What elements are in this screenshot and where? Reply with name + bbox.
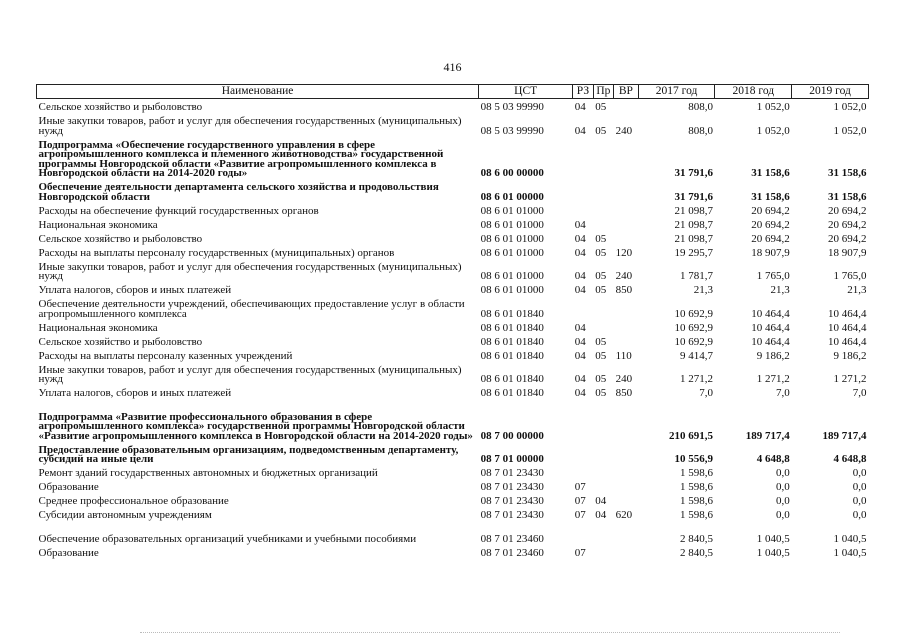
cell-cst: 08 6 01 01000 bbox=[480, 270, 544, 282]
cell-2019: 20 694,2 bbox=[828, 204, 867, 217]
cell-2018: 10 464,4 bbox=[751, 335, 790, 348]
cell-pr: 05 bbox=[595, 387, 607, 399]
cell-pr: 05 bbox=[595, 124, 607, 137]
cell-2017: 21 098,7 bbox=[674, 232, 713, 245]
table-row bbox=[37, 136, 869, 179]
cell-pr bbox=[593, 441, 613, 465]
cell-2018: 1 052,0 bbox=[756, 101, 790, 113]
cell-2019: 18 907,9 bbox=[828, 246, 867, 259]
cell-2019: 1 040,5 bbox=[833, 546, 867, 559]
cell-name: Подпрограмма «Развитие профессионального образования в сфере агропромышленного комплекса» государственной программы Новгородской области «Развитие агропромышленного комплекса в Новгородской области на 2014-2020 годы» bbox=[38, 410, 473, 442]
cell-pr bbox=[593, 296, 613, 320]
cell-pr: 05 bbox=[595, 335, 607, 348]
cell-2019: 10 464,4 bbox=[828, 321, 867, 334]
page-number: 416 bbox=[443, 60, 462, 74]
cell-vr bbox=[614, 493, 639, 507]
table-row bbox=[37, 230, 869, 244]
cell-name: Национальная экономика bbox=[38, 218, 158, 231]
cell-pr bbox=[593, 479, 613, 493]
cell-vr bbox=[614, 230, 639, 244]
table-row bbox=[37, 99, 869, 113]
cell-vr bbox=[614, 441, 639, 465]
cell-pr bbox=[593, 521, 613, 545]
cell-rz: 04 bbox=[574, 101, 586, 113]
cell-rz: 07 bbox=[574, 495, 586, 507]
cell-rz bbox=[573, 399, 593, 442]
cell-vr bbox=[614, 479, 639, 493]
cell-pr bbox=[593, 179, 613, 203]
table-row bbox=[37, 521, 869, 545]
cell-cst: 08 7 01 00000 bbox=[480, 453, 544, 465]
cell-vr bbox=[614, 179, 639, 203]
cell-vr bbox=[614, 296, 639, 320]
cell-name: Сельское хозяйство и рыболовство bbox=[38, 101, 203, 113]
cell-vr bbox=[614, 333, 639, 347]
cell-vr bbox=[614, 202, 639, 216]
cell-rz: 07 bbox=[574, 546, 586, 559]
cell-vr: 620 bbox=[615, 509, 633, 521]
cell-vr bbox=[614, 465, 639, 479]
cell-pr bbox=[593, 544, 613, 558]
cell-pr bbox=[593, 399, 613, 442]
cell-vr: 110 bbox=[615, 349, 632, 362]
cell-pr: 04 bbox=[595, 509, 607, 521]
cell-2019: 0,0 bbox=[852, 481, 867, 493]
cell-vr: 240 bbox=[615, 270, 633, 282]
cell-name: Обеспечение образовательных организаций учебниками и учебными пособиями bbox=[38, 532, 417, 545]
cell-cst: 08 6 01 01840 bbox=[480, 387, 544, 399]
cell-2017: 808,0 bbox=[688, 124, 713, 137]
cell-name: Обеспечение деятельности департамента сельского хозяйства и продовольствия Новгородской области bbox=[38, 181, 439, 203]
cell-pr: 05 bbox=[595, 101, 607, 113]
cell-2019: 20 694,2 bbox=[828, 218, 867, 231]
cell-2019: 0,0 bbox=[852, 509, 867, 521]
cell-name: Иные закупки товаров, работ и услуг для обеспечения государственных (муниципальных) нужд bbox=[38, 115, 462, 137]
table-row bbox=[37, 385, 869, 399]
cell-2019: 1 052,0 bbox=[833, 124, 867, 137]
cell-2019: 31 158,6 bbox=[828, 167, 867, 179]
cell-rz: 04 bbox=[574, 232, 586, 245]
cell-vr bbox=[614, 99, 639, 113]
cell-2019: 1 765,0 bbox=[833, 270, 867, 282]
cell-2017: 31 791,6 bbox=[674, 167, 713, 179]
cell-2018: 1 040,5 bbox=[756, 546, 790, 559]
cell-name: Сельское хозяйство и рыболовство bbox=[38, 335, 203, 348]
cell-rz bbox=[573, 465, 593, 479]
cell-pr: 05 bbox=[595, 232, 607, 245]
cell-2017: 1 271,2 bbox=[679, 373, 713, 385]
table-header bbox=[37, 85, 869, 99]
cell-2018: 1 271,2 bbox=[756, 373, 790, 385]
cell-2018: 0,0 bbox=[775, 481, 790, 493]
cell-2018: 10 464,4 bbox=[751, 307, 790, 320]
cell-2017: 1 598,6 bbox=[679, 481, 713, 493]
col-header-2017: 2017 год bbox=[638, 85, 715, 99]
cell-cst: 08 5 03 99990 bbox=[480, 101, 544, 113]
cell-name: Предоставление образовательным организациям, подведомственным департаменту, субсидий на иные цели bbox=[38, 443, 459, 465]
cell-2019: 0,0 bbox=[852, 495, 867, 507]
cell-cst: 08 6 01 01840 bbox=[480, 307, 544, 320]
cell-rz: 04 bbox=[574, 321, 586, 334]
cell-2018: 20 694,2 bbox=[751, 218, 790, 231]
cell-2019: 31 158,6 bbox=[828, 190, 867, 203]
cell-pr: 05 bbox=[595, 270, 607, 282]
table-row bbox=[37, 507, 869, 521]
cell-cst: 08 7 01 23460 bbox=[480, 546, 544, 559]
cell-cst: 08 7 01 23430 bbox=[480, 509, 544, 521]
cell-2018: 0,0 bbox=[775, 495, 790, 507]
cell-2017: 1 598,6 bbox=[679, 509, 713, 521]
cell-2017: 9 414,7 bbox=[679, 349, 713, 362]
cell-2019: 9 186,2 bbox=[833, 349, 867, 362]
cell-vr bbox=[614, 544, 639, 558]
table-row bbox=[37, 441, 869, 465]
cell-name: Среднее профессиональное образование bbox=[38, 495, 229, 507]
cell-2017: 10 692,9 bbox=[674, 335, 713, 348]
cell-name: Иные закупки товаров, работ и услуг для обеспечения государственных (муниципальных) нужд bbox=[38, 363, 462, 385]
table-row bbox=[37, 479, 869, 493]
cell-2019: 10 464,4 bbox=[828, 307, 867, 320]
col-header-vr: ВР bbox=[614, 85, 639, 99]
cell-2018: 10 464,4 bbox=[751, 321, 790, 334]
col-header-2018: 2018 год bbox=[715, 85, 792, 99]
table-row bbox=[37, 347, 869, 361]
cell-pr bbox=[593, 202, 613, 216]
cell-vr: 850 bbox=[615, 387, 633, 399]
cell-name: Уплата налогов, сборов и иных платежей bbox=[38, 284, 232, 296]
cell-2019: 0,0 bbox=[852, 467, 867, 479]
cell-2018: 1 765,0 bbox=[756, 270, 790, 282]
cell-2019: 20 694,2 bbox=[828, 232, 867, 245]
table-row bbox=[37, 258, 869, 282]
cell-vr bbox=[614, 521, 639, 545]
cell-rz: 04 bbox=[574, 335, 586, 348]
cell-2018: 1 052,0 bbox=[756, 124, 790, 137]
cell-name: Образование bbox=[38, 481, 99, 493]
cell-2018: 4 648,8 bbox=[756, 453, 790, 465]
cell-rz bbox=[573, 441, 593, 465]
cell-name: Уплата налогов, сборов и иных платежей bbox=[38, 387, 232, 399]
cell-2017: 7,0 bbox=[699, 387, 713, 399]
cell-pr: 05 bbox=[595, 349, 607, 362]
cell-pr bbox=[593, 319, 613, 333]
table-row bbox=[37, 282, 869, 296]
cell-rz: 07 bbox=[574, 481, 586, 493]
cell-cst: 08 7 00 00000 bbox=[480, 429, 544, 442]
cell-2018: 18 907,9 bbox=[751, 246, 790, 259]
cell-rz: 04 bbox=[574, 349, 586, 362]
cell-cst: 08 5 03 99990 bbox=[480, 124, 544, 137]
cell-cst: 08 6 01 01840 bbox=[480, 373, 544, 385]
cell-name: Сельское хозяйство и рыболовство bbox=[38, 232, 203, 245]
cell-name: Иные закупки товаров, работ и услуг для обеспечения государственных (муниципальных) нужд bbox=[38, 260, 462, 282]
cell-cst: 08 6 01 01840 bbox=[480, 349, 544, 362]
col-header-rz: РЗ bbox=[573, 85, 593, 99]
cell-vr: 240 bbox=[615, 124, 633, 137]
cell-vr bbox=[614, 319, 639, 333]
cell-2017: 1 598,6 bbox=[679, 495, 713, 507]
cell-name: Расходы на обеспечение функций государственных органов bbox=[38, 204, 319, 217]
cell-cst: 08 7 01 23460 bbox=[480, 532, 544, 545]
cell-pr: 05 bbox=[595, 373, 607, 385]
cell-2018: 0,0 bbox=[775, 467, 790, 479]
cell-vr: 240 bbox=[615, 373, 633, 385]
cell-cst: 08 6 01 01000 bbox=[480, 218, 544, 231]
cell-pr: 05 bbox=[595, 246, 607, 259]
cell-2017: 1 598,6 bbox=[679, 467, 713, 479]
cell-name: Обеспечение деятельности учреждений, обеспечивающих предоставление услуг в области агропромышленного комплекса bbox=[38, 298, 465, 320]
cell-cst: 08 6 01 01000 bbox=[480, 204, 544, 217]
cell-2017: 808,0 bbox=[688, 101, 713, 113]
cell-cst: 08 6 00 00000 bbox=[480, 167, 544, 179]
cell-vr bbox=[614, 216, 639, 230]
cell-pr: 04 bbox=[595, 495, 607, 507]
cell-name: Образование bbox=[38, 546, 99, 559]
cell-name: Подпрограмма «Обеспечение государственного управления в сфере агропромышленного комплекса и племенного животноводства» государственной программы Новгородской области «Развитие агропромышленного комплекса в Новгородской области на 2014-2020 годы» bbox=[38, 138, 444, 179]
cell-cst: 08 6 01 01000 bbox=[480, 284, 544, 296]
cell-2018: 0,0 bbox=[775, 509, 790, 521]
cell-2017: 21 098,7 bbox=[674, 218, 713, 231]
cell-rz bbox=[573, 296, 593, 320]
table-row bbox=[37, 202, 869, 216]
cell-2017: 10 556,9 bbox=[674, 453, 713, 465]
table-row bbox=[37, 296, 869, 320]
table-row bbox=[37, 493, 869, 507]
cell-2018: 31 158,6 bbox=[751, 190, 790, 203]
cell-rz: 04 bbox=[574, 373, 586, 385]
cell-2019: 21,3 bbox=[847, 284, 867, 296]
cell-cst: 08 6 01 00000 bbox=[480, 190, 544, 203]
cell-rz: 07 bbox=[574, 509, 586, 521]
table-row bbox=[37, 333, 869, 347]
table-row bbox=[37, 399, 869, 442]
cell-cst: 08 7 01 23430 bbox=[480, 495, 544, 507]
cell-cst: 08 6 01 01000 bbox=[480, 246, 544, 259]
budget-table bbox=[36, 84, 869, 558]
cell-rz bbox=[573, 179, 593, 203]
cell-2017: 10 692,9 bbox=[674, 321, 713, 334]
cell-2019: 4 648,8 bbox=[833, 453, 867, 465]
cell-cst: 08 6 01 01000 bbox=[480, 232, 544, 245]
table-row bbox=[37, 216, 869, 230]
cell-2017: 21 098,7 bbox=[674, 204, 713, 217]
cell-2017: 10 692,9 bbox=[674, 307, 713, 320]
col-header-name: Наименование bbox=[37, 85, 479, 99]
cell-name: Субсидии автономным учреждениям bbox=[38, 509, 212, 521]
cell-vr: 850 bbox=[615, 284, 633, 296]
cell-pr bbox=[593, 465, 613, 479]
cell-rz bbox=[573, 521, 593, 545]
cell-2019: 7,0 bbox=[852, 387, 867, 399]
table-body bbox=[37, 99, 869, 559]
cell-rz bbox=[573, 202, 593, 216]
cell-2018: 189 717,4 bbox=[745, 429, 790, 442]
cell-2019: 1 040,5 bbox=[833, 532, 867, 545]
cell-2017: 210 691,5 bbox=[668, 429, 713, 442]
cell-2018: 31 158,6 bbox=[751, 167, 790, 179]
cell-2019: 10 464,4 bbox=[828, 335, 867, 348]
cell-name: Ремонт зданий государственных автономных и бюджетных организаций bbox=[38, 467, 378, 479]
cell-2017: 31 791,6 bbox=[674, 190, 713, 203]
cell-vr: 120 bbox=[615, 246, 633, 259]
scan-artifact-line bbox=[140, 632, 840, 635]
cell-name: Национальная экономика bbox=[38, 321, 158, 334]
cell-name: Расходы на выплаты персоналу казенных учреждений bbox=[38, 349, 293, 362]
cell-2019: 189 717,4 bbox=[822, 429, 867, 442]
cell-rz: 04 bbox=[574, 284, 586, 296]
cell-2018: 7,0 bbox=[775, 387, 790, 399]
cell-2019: 1 271,2 bbox=[833, 373, 867, 385]
col-header-pr: Пр bbox=[593, 85, 613, 99]
cell-pr bbox=[593, 136, 613, 179]
cell-vr bbox=[614, 136, 639, 179]
cell-2018: 20 694,2 bbox=[751, 232, 790, 245]
col-header-2019: 2019 год bbox=[792, 85, 869, 99]
cell-rz: 04 bbox=[574, 387, 586, 399]
cell-cst: 08 7 01 23430 bbox=[480, 467, 544, 479]
table-row bbox=[37, 179, 869, 203]
cell-rz: 04 bbox=[574, 124, 586, 137]
table-row bbox=[37, 319, 869, 333]
cell-2018: 21,3 bbox=[770, 284, 790, 296]
cell-2017: 2 840,5 bbox=[679, 546, 713, 559]
table-row bbox=[37, 544, 869, 558]
cell-pr bbox=[593, 216, 613, 230]
table-row bbox=[37, 113, 869, 137]
cell-cst: 08 6 01 01840 bbox=[480, 335, 544, 348]
cell-pr: 05 bbox=[595, 284, 607, 296]
cell-2017: 19 295,7 bbox=[674, 246, 713, 259]
cell-rz: 04 bbox=[574, 218, 586, 231]
cell-2018: 9 186,2 bbox=[756, 349, 790, 362]
cell-vr bbox=[614, 399, 639, 442]
cell-2019: 1 052,0 bbox=[833, 101, 867, 113]
cell-2017: 21,3 bbox=[693, 284, 713, 296]
cell-2017: 2 840,5 bbox=[679, 532, 713, 545]
col-header-cst: ЦСТ bbox=[479, 85, 573, 99]
cell-cst: 08 6 01 01840 bbox=[480, 321, 544, 334]
table-row bbox=[37, 465, 869, 479]
table-row bbox=[37, 361, 869, 385]
cell-2018: 1 040,5 bbox=[756, 532, 790, 545]
cell-2018: 20 694,2 bbox=[751, 204, 790, 217]
cell-rz: 04 bbox=[574, 270, 586, 282]
cell-2017: 1 781,7 bbox=[679, 270, 713, 282]
cell-rz: 04 bbox=[574, 246, 586, 259]
cell-rz bbox=[573, 136, 593, 179]
cell-name: Расходы на выплаты персоналу государственных (муниципальных) органов bbox=[38, 246, 395, 259]
cell-cst: 08 7 01 23430 bbox=[480, 481, 544, 493]
table-row bbox=[37, 244, 869, 258]
